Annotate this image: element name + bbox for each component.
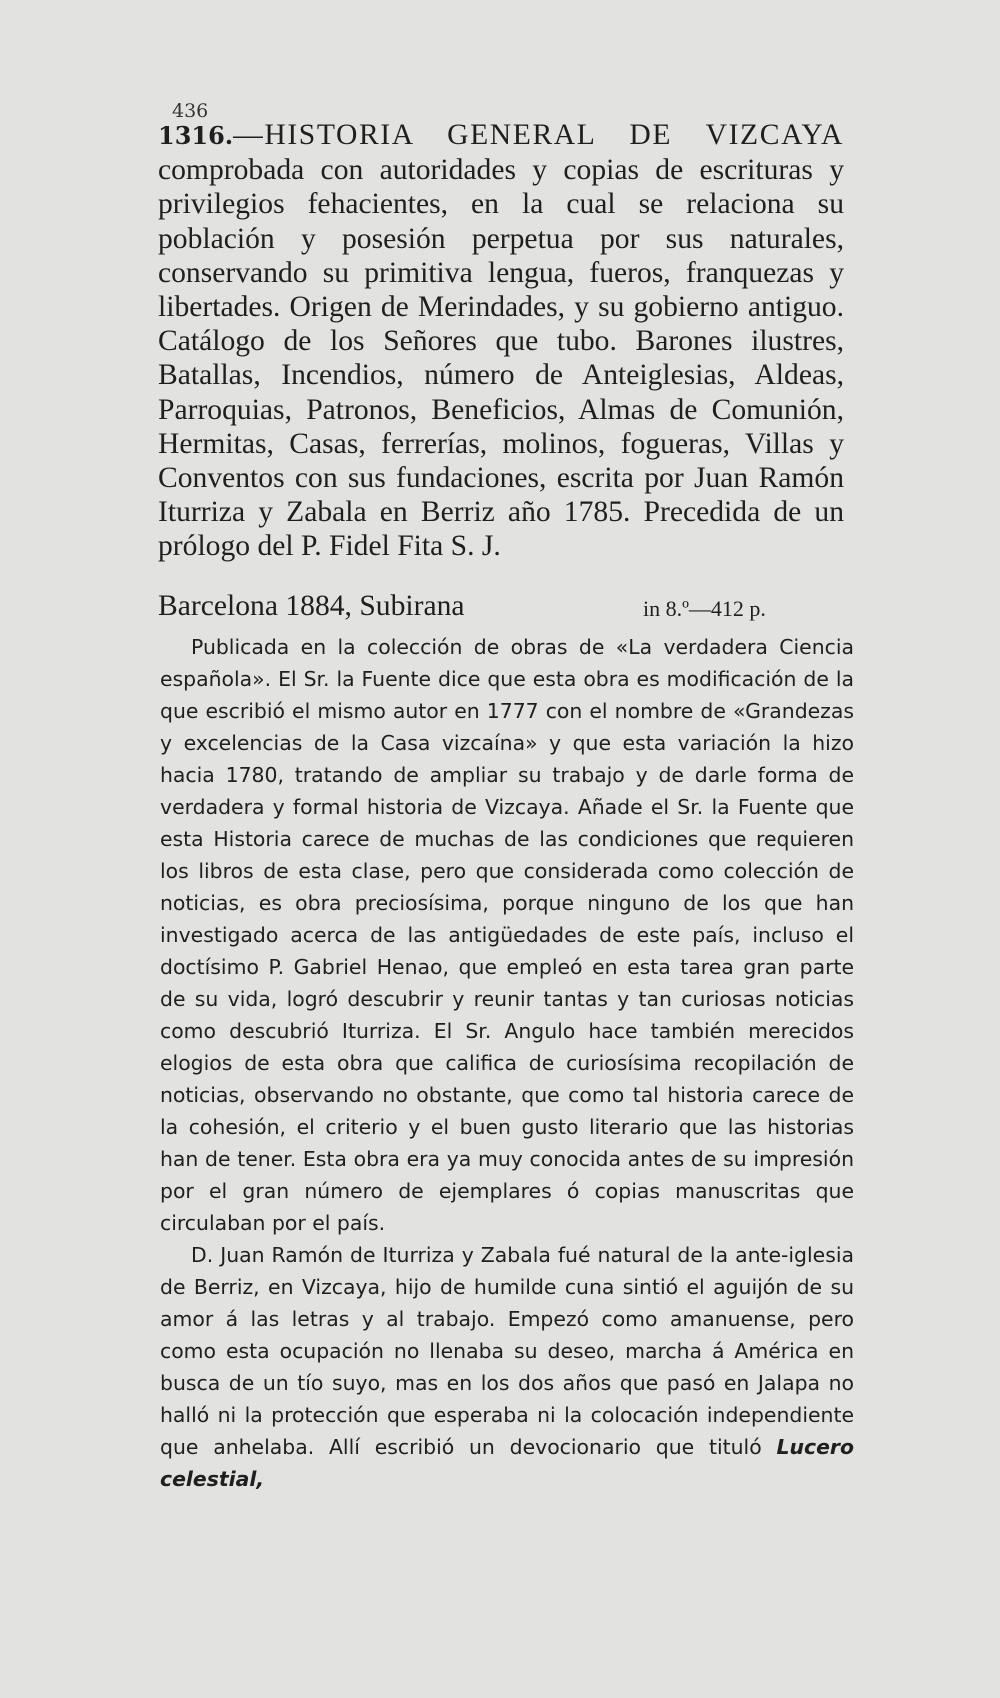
entry-format: in 8.º—412 p. [643, 596, 766, 621]
entry-heading [158, 118, 844, 564]
entry-text [158, 118, 844, 564]
entry-description: comprobada con autoridades y copias de escrituras y privilegios fehacientes, en la cual se relaciona su población y posesión perpetua por sus naturales, conservando su primitiva lengua, fueros, franquezas y libertades. Origen de Merindades, y su gobierno antiguo. Catálogo de los Señores que tubo. Barones ilustres, Batallas, Incendios, número de Anteiglesias, Aldeas, Parroquias, Patronos, Beneficios, Almas de Comunión, Hermitas, Casas, ferrerías, molinos, fogueras, Villas y Conventos con sus fundaciones, escrita por Juan Ramón Iturriza y Zabala en Berriz año 1785. Precedida de un prólogo del P. Fidel Fita S. J. [158, 154, 844, 563]
entry-title: —HISTORIA GENERAL DE VIZCAYA [233, 119, 844, 151]
note-paragraph-2-text: D. Juan Ramón de Iturriza y Zabala fué natural de la ante-iglesia de Berriz, en Vizcaya, hijo de humilde cuna sintió el aguijón de su amor á las letras y al trabajo. Empezó como amanuense, pero como esta ocupación no llenaba su deseo, marcha á América en busca de un tío suyo, mas en los dos años que pasó en Jalapa no halló ni la protección que esperaba ni la colocación independiente que anhelaba. Allí escribió un devocionario que tituló [160, 1243, 854, 1459]
note-paragraph-2-title: Lucero celestial, [160, 1435, 854, 1491]
note-paragraph-2 [160, 1239, 854, 1495]
note-paragraph-1: Publicada en la colección de obras de «La verdadera Ciencia española». El Sr. la Fuente dice que esta obra es modificación de la que escribió el mismo autor en 1777 con el nombre de «Grandezas y excelencias de la Casa vizcaína» y que esta variación la hizo hacia 1780, tratando de ampliar su trabajo y de darle forma de verdadera y formal historia de Vizcaya. Añade el Sr. la Fuente que esta Historia carece de muchas de las condiciones que requieren los libros de esta clase, pero que considerada como colección de noticias, es obra preciosísima, porque ninguno de los que han investigado acerca de las antigüedades de este país, incluso el doctísimo P. Gabriel Henao, que empleó en esta tarea gran parte de su vida, logró descubrir y reunir tantas y tan curiosas noticias como descubrió Iturriza. El Sr. Angulo hace también merecidos elogios de esta obra que califica de curiosísima recopilación de noticias, observando no obstante, que como tal historia carece de la cohesión, el criterio y el buen gusto literario que las historias han de tener. Esta obra era ya muy conocida antes de su impresión por el gran número de ejemplares ó copias manuscritas que circulaban por el país. [160, 635, 854, 1235]
entry-imprint: Barcelona 1884, Subirana [158, 590, 465, 622]
page-number: 436 [172, 100, 209, 122]
entry-notes [160, 631, 854, 1495]
entry-number: 1316. [158, 121, 234, 150]
